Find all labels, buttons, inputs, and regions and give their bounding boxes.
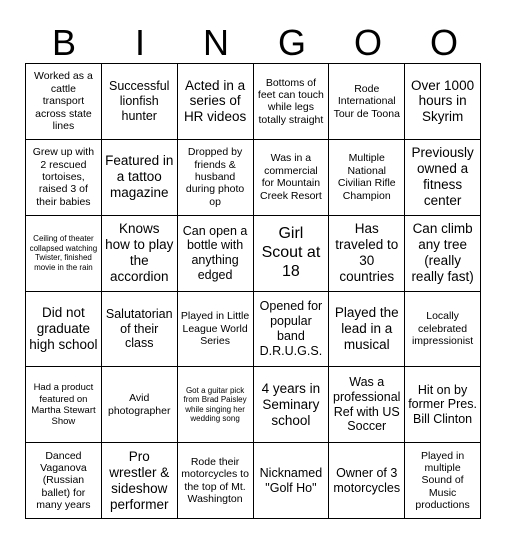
bingo-cell[interactable]: Worked as a cattle transport across state lines — [26, 64, 102, 140]
bingo-cell[interactable]: Played in Little League World Series — [178, 292, 254, 368]
bingo-cell[interactable]: Avid photographer — [102, 367, 178, 443]
bingo-cell[interactable]: Knows how to play the accordion — [102, 216, 178, 292]
bingo-cell[interactable]: Has traveled to 30 countries — [329, 216, 405, 292]
bingo-cell[interactable]: Girl Scout at 18 — [254, 216, 330, 292]
bingo-cell[interactable]: Nicknamed "Golf Ho" — [254, 443, 330, 519]
bingo-cell[interactable]: Can open a bottle with anything edged — [178, 216, 254, 292]
bingo-cell[interactable]: Featured in a tattoo magazine — [102, 140, 178, 216]
header-letter-g: G — [277, 22, 306, 63]
bingo-cell[interactable]: Multiple National Civilian Rifle Champion — [329, 140, 405, 216]
bingo-cell[interactable]: Can climb any tree (really really fast) — [405, 216, 481, 292]
bingo-cell[interactable]: Hit on by former Pres. Bill Clinton — [405, 367, 481, 443]
bingo-cell[interactable]: Successful lionfish hunter — [102, 64, 178, 140]
bingo-cell[interactable]: Pro wrestler & sideshow performer — [102, 443, 178, 519]
header-letter-o: O — [353, 22, 382, 63]
bingo-cell[interactable]: Ceiling of theater collapsed watching Twister, finished movie in the rain — [26, 216, 102, 292]
bingo-cell[interactable]: Was a professional Ref with US Soccer — [329, 367, 405, 443]
bingo-cell[interactable]: Grew up with 2 rescued tortoises, raised 3 of their babies — [26, 140, 102, 216]
bingo-cell[interactable]: Got a guitar pick from Brad Paisley while singing her wedding song — [178, 367, 254, 443]
bingo-cell[interactable]: Played in multiple Sound of Music productions — [405, 443, 481, 519]
bingo-cell[interactable]: Bottoms of feet can touch while legs totally straight — [254, 64, 330, 140]
bingo-cell[interactable]: Dropped by friends & husband during photo op — [178, 140, 254, 216]
bingo-cell[interactable]: Did not graduate high school — [26, 292, 102, 368]
bingo-board — [25, 63, 481, 519]
bingo-cell[interactable]: Locally celebrated impressionist — [405, 292, 481, 368]
bingo-cell[interactable]: Rode International Tour de Toona — [329, 64, 405, 140]
bingo-cell[interactable]: Opened for popular band D.R.U.G.S. — [254, 292, 330, 368]
bingo-cell[interactable]: Was in a commercial for Mountain Creek Resort — [254, 140, 330, 216]
bingo-cell[interactable]: Owner of 3 motorcycles — [329, 443, 405, 519]
bingo-cell[interactable]: Previously owned a fitness center — [405, 140, 481, 216]
bingo-header — [26, 24, 482, 62]
bingo-cell[interactable]: Acted in a series of HR videos — [178, 64, 254, 140]
bingo-cell[interactable]: Had a product featured on Martha Stewart Show — [26, 367, 102, 443]
bingo-cell[interactable]: Danced Vaganova (Russian ballet) for many years — [26, 443, 102, 519]
header-letter-o-2: O — [429, 22, 458, 63]
bingo-cell[interactable]: Salutatorian of their class — [102, 292, 178, 368]
bingo-cell[interactable]: Over 1000 hours in Skyrim — [405, 64, 481, 140]
bingo-cell[interactable]: 4 years in Seminary school — [254, 367, 330, 443]
bingo-cell[interactable]: Played the lead in a musical — [329, 292, 405, 368]
header-letter-i: I — [134, 22, 145, 63]
header-letter-b: B — [51, 22, 76, 63]
header-letter-n: N — [203, 22, 229, 63]
bingo-cell[interactable]: Rode their motorcycles to the top of Mt. Washington — [178, 443, 254, 519]
